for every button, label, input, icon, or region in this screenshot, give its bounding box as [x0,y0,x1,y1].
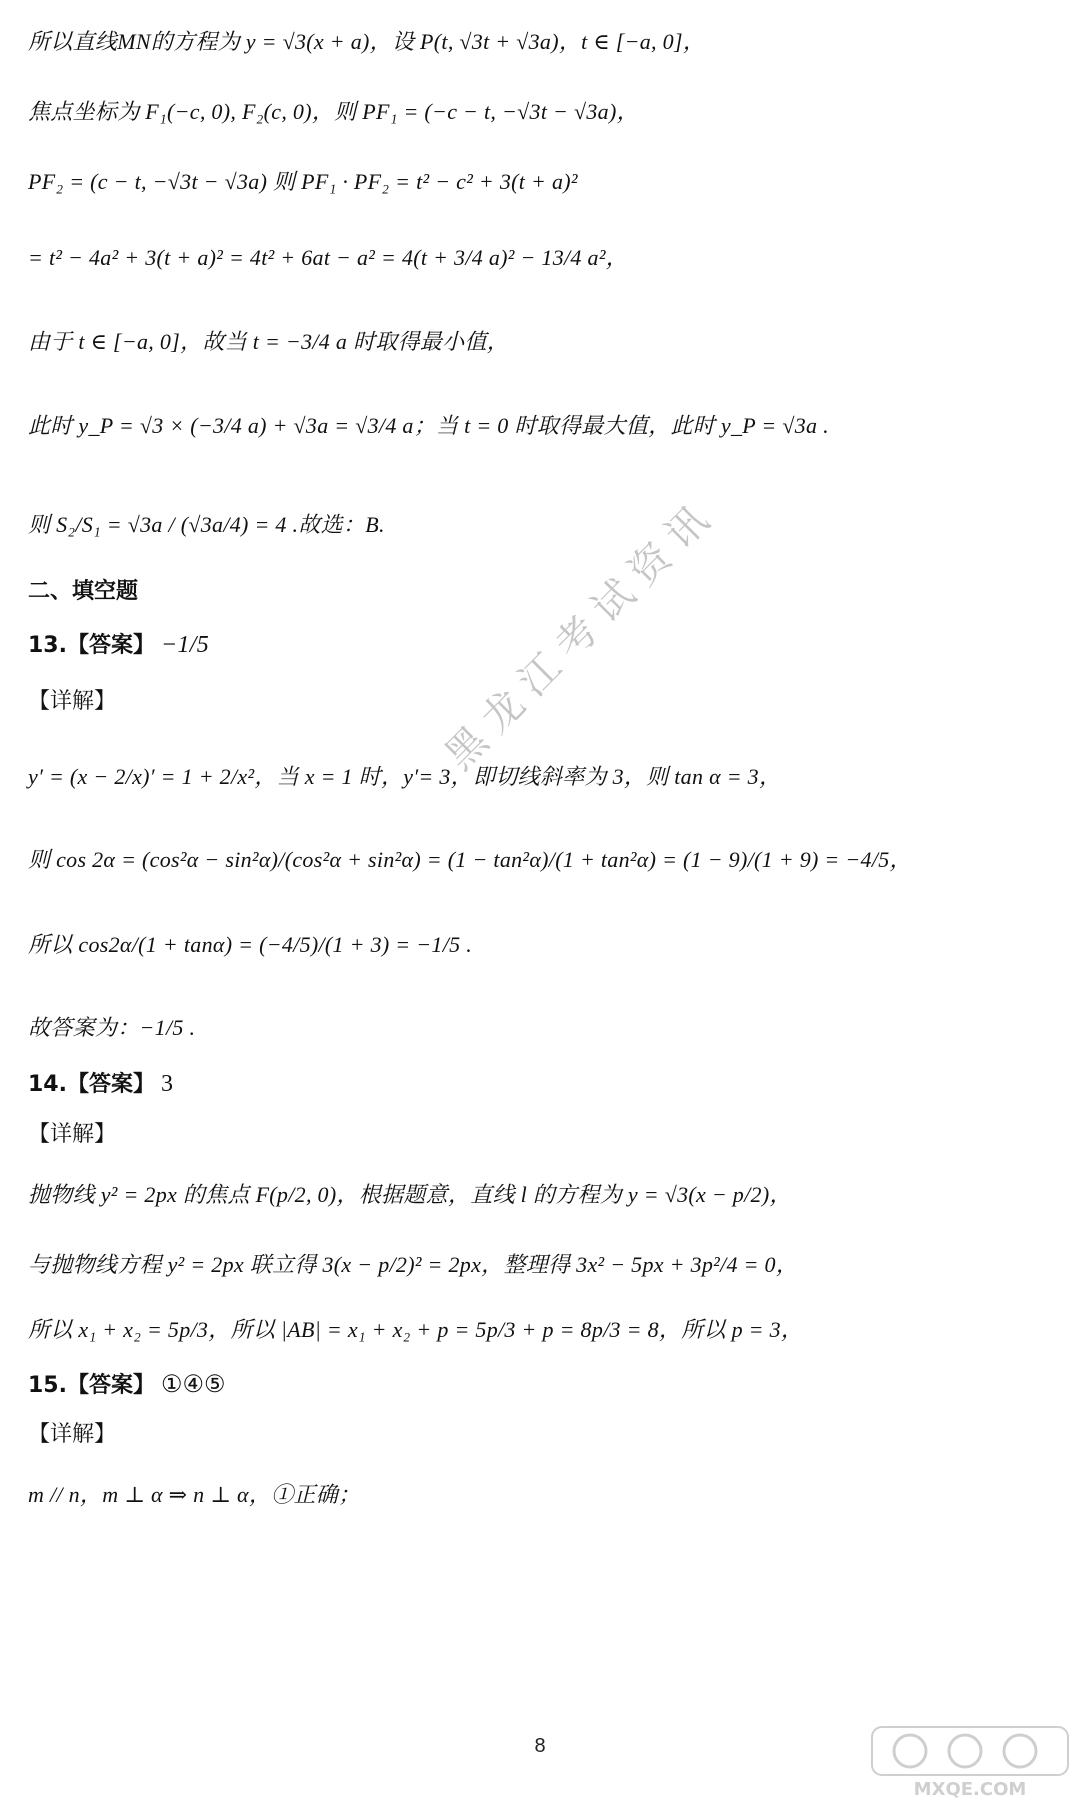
q13-detail-line-4: 故答案为：−1/5 . [28,1015,196,1040]
solution-line-1: 所以直线MN的方程为 y = √3(x + a)，设 P(t, √3t + √3a)，t ∈ [−a, 0]， [28,29,706,54]
q13-detail-label: 【详解】 [28,689,117,714]
q14-answer-line [28,1064,1052,1105]
q14-answer-value: 3 [160,1071,173,1097]
solution-line-2: 焦点坐标为 F₁(−c, 0), F₂(c, 0)，则 PF₁ = (−c − t, −√3t − √3a)， [28,99,639,124]
q15-answer-value: ①④⑤ [160,1372,226,1398]
page-number: 8 [534,1735,546,1757]
q14-detail-label: 【详解】 [28,1122,117,1147]
solution-line-7: 则 S₂/S₁ = √3a / (√3a/4) = 4 .故选：B. [28,512,385,537]
solution-line-4: = t² − 4a² + 3(t + a)² = 4t² + 6at − a² = 4(t + 3/4 a)² − 13/4 a²， [28,245,629,270]
q13-detail-line-2: 则 cos 2α = (cos²α − sin²α)/(cos²α + sin²α) = (1 − tan²α)/(1 + tan²α) = (1 − 9)/(1 + 9) = −4/5， [28,847,912,872]
q15-answer-head: 15.【答案】 [28,1373,155,1398]
q15-detail-line-1: m // n，m ⊥ α ⇒ n ⊥ α，①正确； [28,1482,361,1507]
q13-answer-value: −1/5 [160,632,210,658]
q14-detail-line-1: 抛物线 y² = 2px 的焦点 F(p/2, 0)，根据题意，直线 l 的方程为 y = √3(x − p/2)， [28,1182,792,1207]
q14-detail-line-2: 与抛物线方程 y² = 2px 联立得 3(x − p/2)² = 2px，整理得 3x² − 5px + 3p²/4 = 0， [28,1252,799,1277]
q14-detail-line-3: 所以 x₁ + x₂ = 5p/3，所以 |AB| = x₁ + x₂ + p = 5p/3 + p = 8p/3 = 8，所以 p = 3， [28,1317,804,1342]
solution-line-5: 由于 t ∈ [−a, 0]，故当 t = −3/4 a 时取得最小值， [28,329,510,354]
site-logo-icon [870,1725,1070,1800]
q15-answer-line [28,1365,1052,1406]
q14-answer-head: 14.【答案】 [28,1072,155,1097]
q15-detail-label: 【详解】 [28,1422,117,1447]
watermark-text: 黑龙江考试资讯 [436,488,727,779]
solution-line-3: PF₂ = (c − t, −√3t − √3a) 则 PF₁ · PF₂ = t² − c² + 3(t + a)² [28,169,578,194]
section-title: 二、填空题 [28,579,139,604]
q13-detail-line-3: 所以 cos2α/(1 + tanα) = (−4/5)/(1 + 3) = −1/5 . [28,932,473,957]
q13-answer-head: 13.【答案】 [28,633,155,658]
q13-detail-line-1: y′ = (x − 2/x)′ = 1 + 2/x²，当 x = 1 时，y′= 3，即切线斜率为 3，则 tan α = 3， [28,764,782,789]
solution-line-6: 此时 y_P = √3 × (−3/4 a) + √3a = √3/4 a；当 t = 0 时取得最大值，此时 y_P = √3a . [28,413,829,438]
logo-text: MXQE.COM [913,1779,1027,1800]
